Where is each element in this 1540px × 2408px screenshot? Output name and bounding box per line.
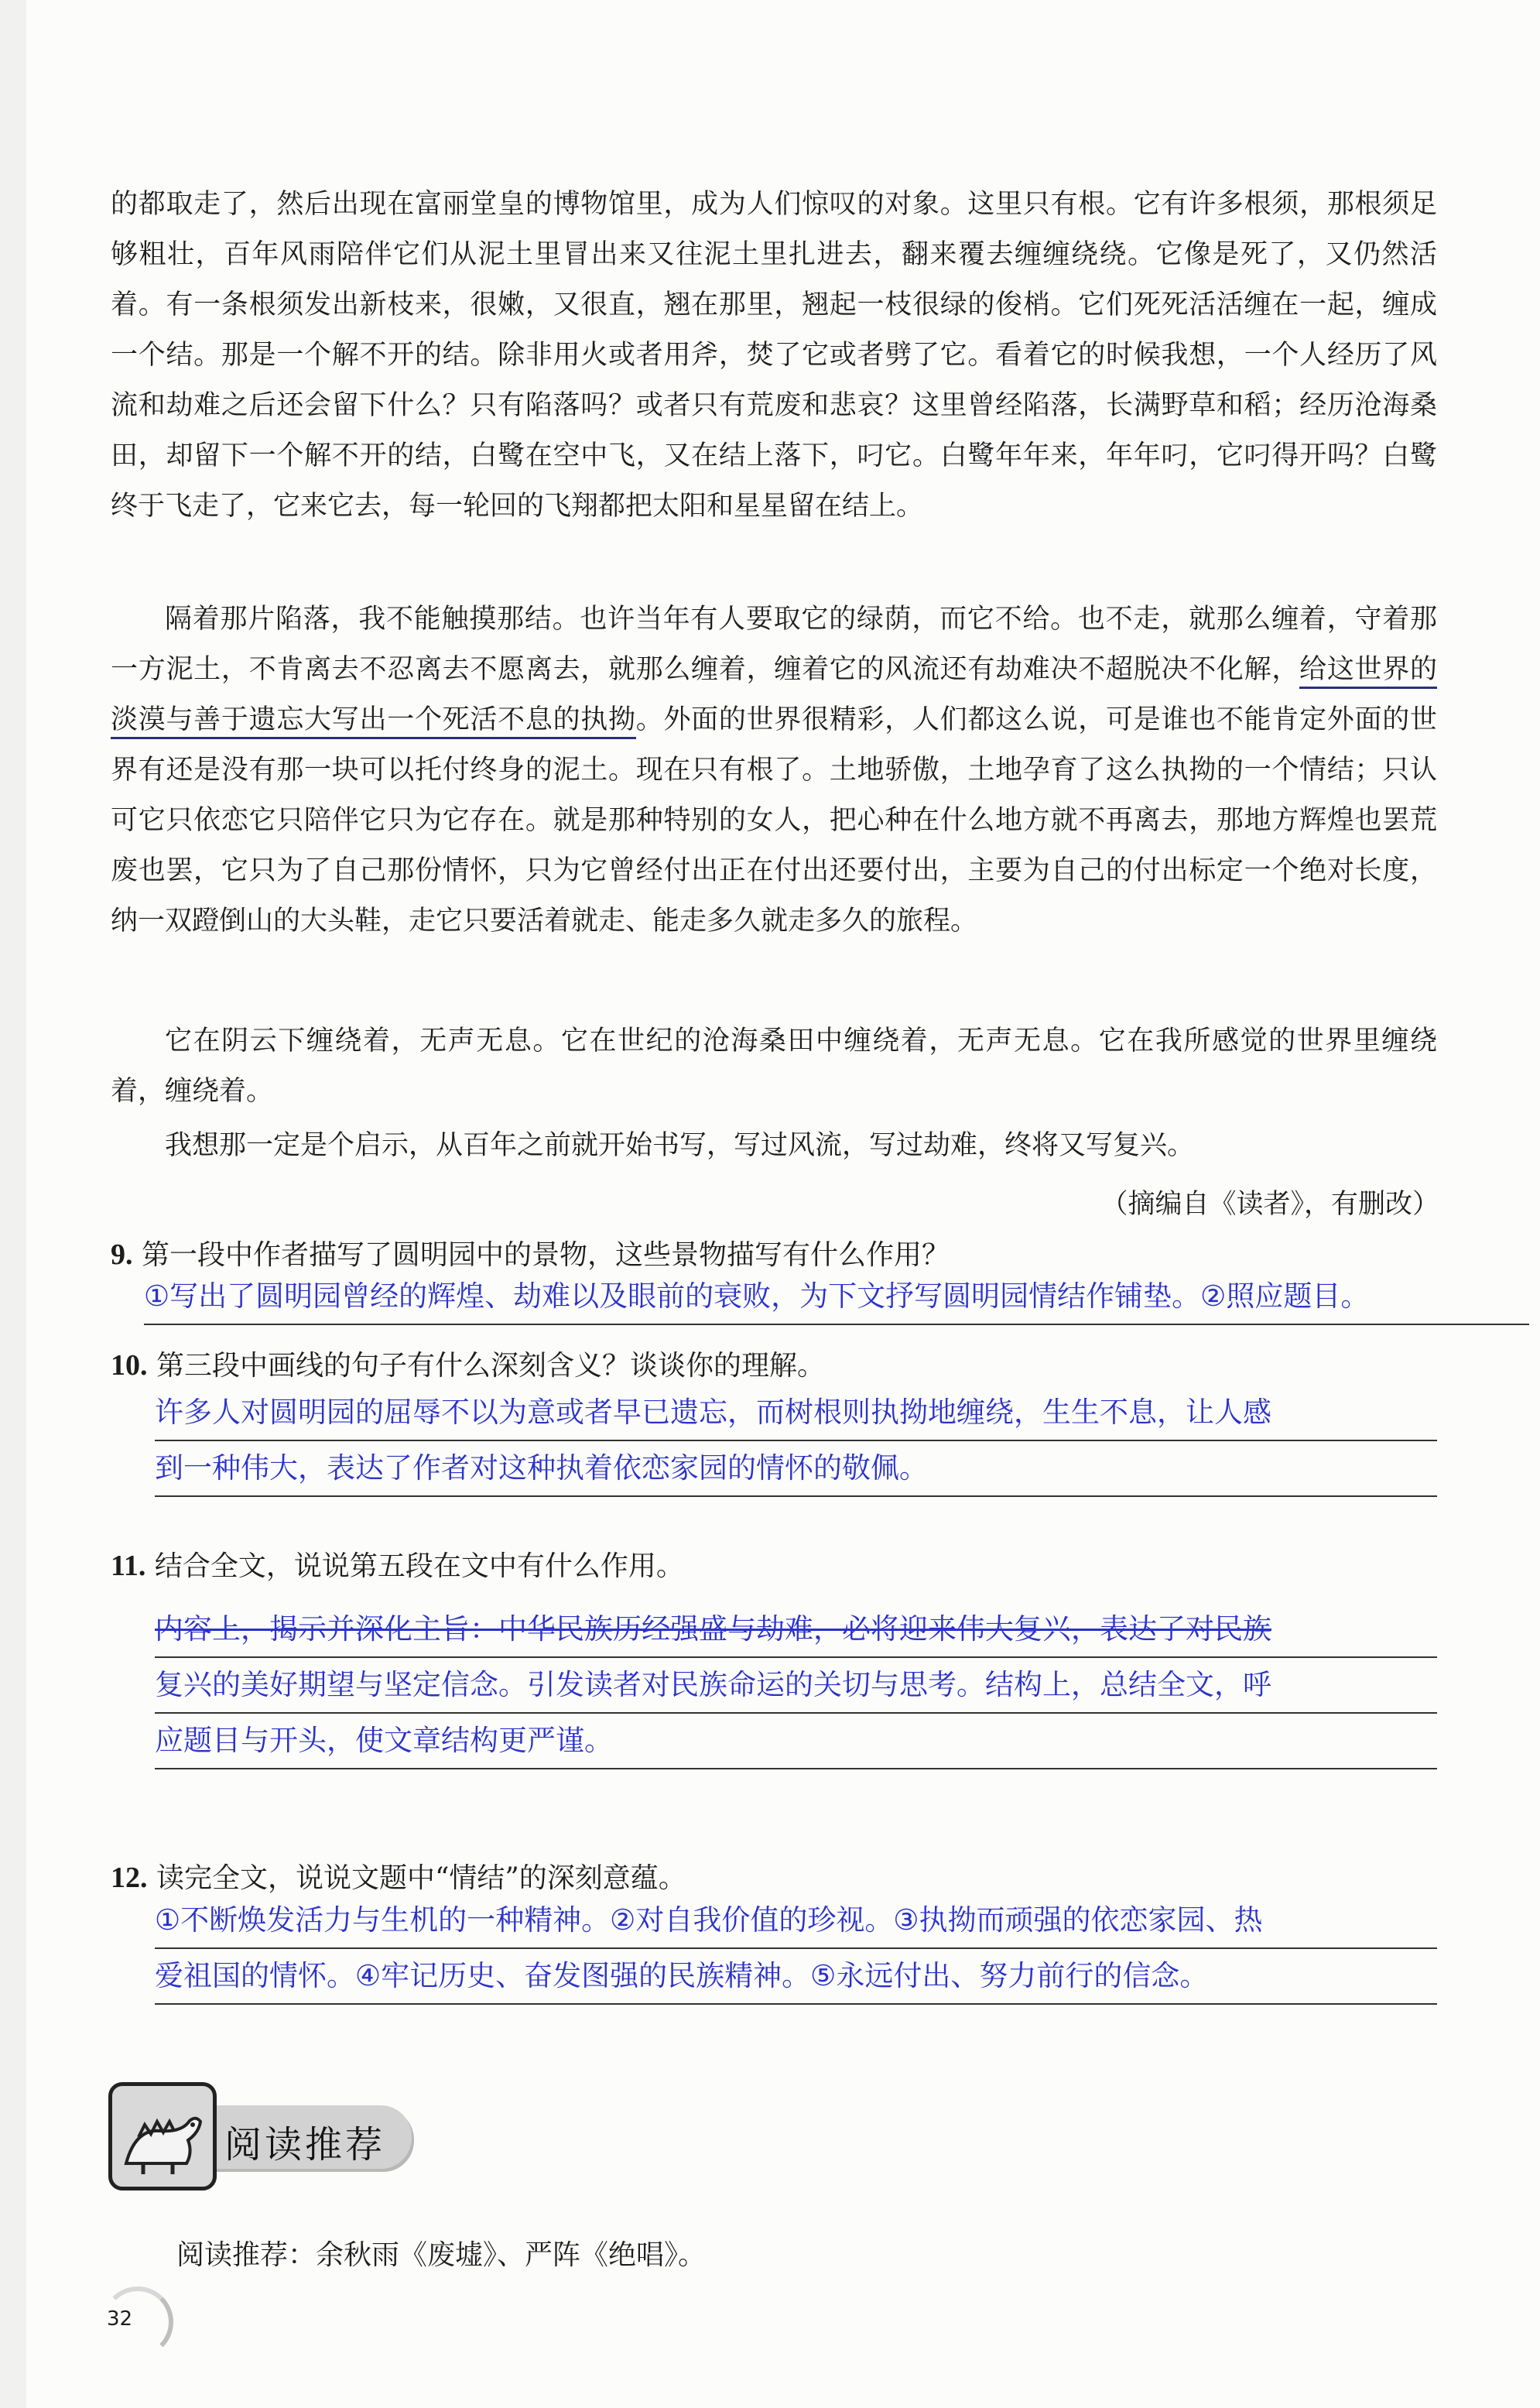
- essay-paragraph-4: 我想那一定是个启示，从百年之前就开始书写，写过风流，写过劫难，终将又写复兴。: [165, 1130, 1195, 1161]
- dinosaur-icon: [108, 2082, 217, 2190]
- page-number: 32: [107, 2307, 133, 2331]
- question-text: 读完全文，说说文题中“情结”的深刻意蕴。: [156, 1862, 686, 1894]
- essay-paragraph-2-start: 隔着那片陷落，我不能触摸那结。也许当年有人要取它的绿荫，而它不给。也不走，就那么缠着，守着那一方泥土，不肯离去不忍离去不愿离去，就那么缠着，缠着它的风流还有劫难决不超脱决不化解，: [111, 604, 1437, 685]
- answer-line: 内容上，揭示并深化主旨：中华民族历经强盛与劫难，必将迎来伟大复兴，表达了对民族: [155, 1602, 1437, 1658]
- source-note: （摘编自《读者》，有删改）: [1100, 1189, 1439, 1220]
- answer-line: 到一种伟大，表达了作者对这种执着依恋家园的情怀的敬佩。: [155, 1441, 1437, 1497]
- answer-9: [144, 1269, 1529, 1325]
- answer-line: 应题目与开头，使文章结构更严谨。: [155, 1714, 1437, 1769]
- question-text: 第三段中画线的句子有什么深刻含义？谈谈你的理解。: [156, 1350, 825, 1382]
- answer-line: ①写出了圆明园曾经的辉煌、劫难以及眼前的衰败，为下文抒写圆明园情结作铺垫。②照应题目。: [144, 1269, 1529, 1325]
- question-text: 结合全文，说说第五段在文中有什么作用。: [154, 1550, 684, 1582]
- answer-line: 许多人对圆明园的屈辱不以为意或者早已遗忘，而树根则执拗地缠绕，生生不息，让人感: [155, 1386, 1437, 1441]
- question-number: 11.: [111, 1550, 146, 1582]
- question-10: [111, 1344, 825, 1383]
- question-11: [111, 1544, 684, 1584]
- answer-line: ①不断焕发活力与生机的一种精神。②对自我价值的珍视。③执拗而顽强的依恋家园、热: [155, 1893, 1437, 1949]
- answer-12: [155, 1893, 1437, 2005]
- question-number: 10.: [111, 1349, 148, 1382]
- underlined-sentence: 给这世界的淡漠与善于遗忘大写出一个死活不息的执拗: [111, 654, 1437, 739]
- answer-line: 爱祖国的情怀。④牢记历史、奋发图强的民族精神。⑤永远付出、努力前行的信念。: [155, 1949, 1437, 2005]
- question-number: 12.: [111, 1862, 148, 1894]
- essay-paragraph-2: [111, 594, 1437, 947]
- page-edge: [0, 0, 26, 2408]
- answer-11: [155, 1602, 1437, 1769]
- question-text: 第一段中作者描写了圆明园中的景物，这些景物描写有什么作用？: [141, 1239, 950, 1271]
- answer-line: 复兴的美好期望与坚定信念。引发读者对民族命运的关切与思考。结构上，总结全文，呼: [155, 1658, 1437, 1714]
- essay-paragraph-1: 的都取走了，然后出现在富丽堂皇的博物馆里，成为人们惊叹的对象。这里只有根。它有许多根须，那根须足够粗壮，百年风雨陪伴它们从泥土里冒出来又往泥土里扎进去，翻来覆去缠缠绕绕。它像是死了，又仍然活着。有一条根须发出新枝来，很嫩，又很直，翘在那里，翘起一枝很绿的俊梢。它们死死活活缠在一起，缠成一个结。那是一个解不开的结。除非用火或者用斧，焚了它或者劈了它。看着它的时候我想，一个人经历了风流和劫难之后还会留下什么？只有陷落吗？或者只有荒废和悲哀？这里曾经陷落，长满野草和稻；经历沧海桑田，却留下一个解不开的结，白鹭在空中飞，又在结上落下，叼它。白鹭年年来，年年叼，它叼得开吗？白鹭终于飞走了，它来它去，每一轮回的飞翔都把太阳和星星留在结上。: [111, 189, 1437, 522]
- reading-recommendation: 阅读推荐：余秋雨《废墟》、严阵《绝唱》。: [176, 2239, 707, 2271]
- answer-10: [155, 1386, 1437, 1497]
- question-12: [111, 1856, 686, 1896]
- section-title: 阅读推荐: [224, 2123, 386, 2167]
- essay-paragraph-3: 它在阴云下缠绕着，无声无息。它在世纪的沧海桑田中缠绕着，无声无息。它在我所感觉的世界里缠绕着，缠绕着。: [111, 1026, 1437, 1107]
- section-header: [108, 2082, 422, 2192]
- question-9: [111, 1233, 950, 1273]
- question-number: 9.: [111, 1238, 133, 1271]
- essay-paragraph-2-end: 。外面的世界很精彩，人们都这么说，可是谁也不能肯定外面的世界有还是没有那一块可以托付终身的泥土。现在只有根了。土地骄傲，土地孕育了这么执拗的一个情结；只认可它只依恋它只陪伴它只为它存在。就是那种特别的女人，把心种在什么地方就不再离去，那地方辉煌也罢荒废也罢，它只为了自己那份情怀，只为它曾经付出正在付出还要付出，主要为自己的付出标定一个绝对长度，纳一双蹬倒山的大头鞋，走它只要活着就走、能走多久就走多久的旅程。: [111, 704, 1437, 937]
